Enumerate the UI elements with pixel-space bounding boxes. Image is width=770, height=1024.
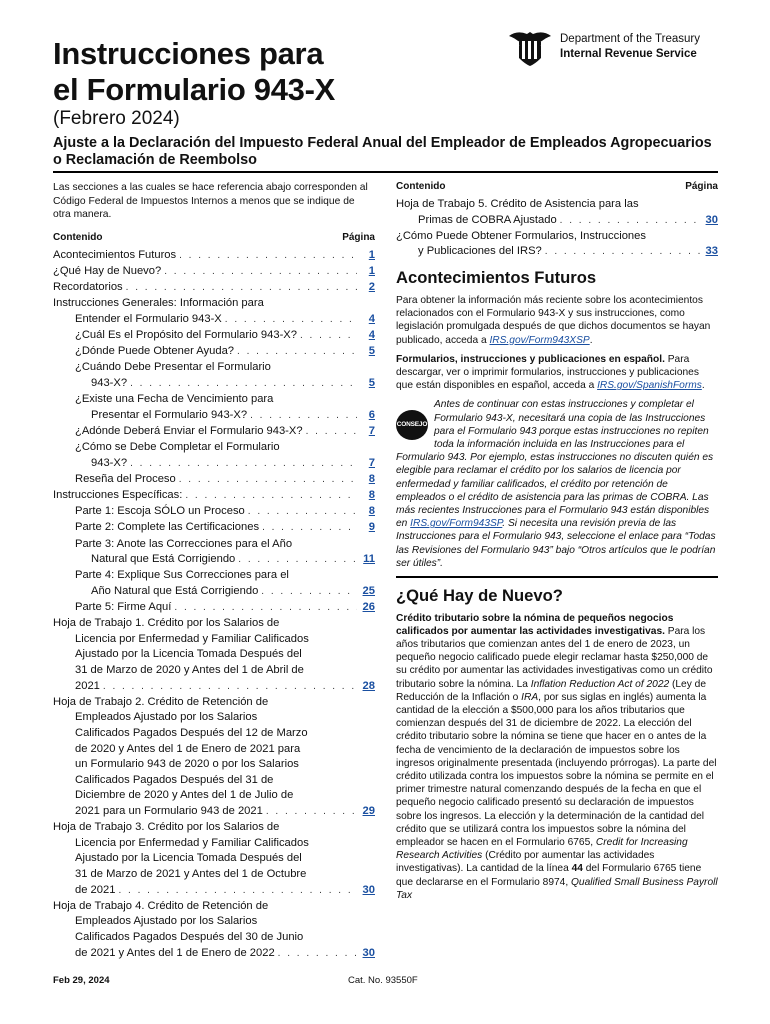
toc-leader-dots [225, 312, 357, 328]
header-rule [53, 171, 718, 173]
toc-item-text: ¿Cómo se Debe Completar el Formulario [75, 440, 280, 453]
toc-item-text: Acontecimientos Futuros [53, 248, 177, 261]
toc-leader-dots [545, 244, 700, 260]
toc-item-text: 31 de Marzo de 2021 y Antes del 1 de Octubre [75, 867, 307, 880]
toc-page-link[interactable]: 30 [362, 946, 375, 959]
toc-item[interactable] [53, 820, 375, 898]
toc-item-text: de 2021 [75, 883, 116, 896]
toc-item-text: ¿Cuál Es el Propósito del Formulario 943-X? [75, 328, 297, 341]
whats-new-paragraph: Crédito tributario sobre la nómina de pequeños negocios calificados por aumentar las actividades investigativas. Para los años tributarios que comienzan antes del 1 de enero de 2023, un pequeño negocio calificado puede elegir reclamar hasta $250,000 de su crédito por aumentar las actividades investigativas como un crédito tributario sobre la nómina. La Inflation Reduction Act of 2022 (Ley de Reducción de la Inflación o IRA, por sus siglas en inglés) aumenta la cantidad de la elección a $500,000 para los años tributarios que comienzan después del 31 de diciembre de 2022. La elección del crédito tributario sobre la nómina se tiene que hacer en o antes de la fecha de vencimiento de la declaración de impuestos sobre los ingresos originalmente presentada (incluyendo prórrogas). La parte del crédito utilizada contra los impuestos sobre la nómina se permite en el primer trimestre natural comenzando después de la fecha en que el pequeño negocio calificado presentó su declaración de impuestos sobre los ingresos. La elección y la determinación de la cantidad del crédito que se utilizará contra los impuestos sobre la nómina del empleador se hacen en el Formulario 6765, Credit for Increasing Research Activities (Crédito por aumentar las actividades investigativas). La cantidad de la línea 44 del Formulario 6765 tiene que declararse en el Formulario 8974, Qualified Small Business Payroll Tax [396, 612, 718, 901]
toc-leader-dots [179, 248, 357, 264]
toc-page-link[interactable]: 8 [368, 472, 375, 485]
toc-header: Contenido Página [53, 231, 375, 243]
intro-note: Las secciones a las cuales se hace referencia abajo corresponden al Código Federal de Impuestos Internos a menos que se indique de otra manera. [53, 182, 368, 220]
toc-item[interactable] [53, 248, 375, 264]
toc-leader-dots [237, 344, 357, 360]
agency-irs: Internal Revenue Service [560, 48, 697, 60]
toc-item-text: 943-X? [91, 456, 128, 469]
toc-item[interactable] [53, 280, 375, 296]
toc-item-text: Natural que Está Corrigiendo [91, 553, 236, 566]
toc-item-text: Instrucciones Específicas: [53, 488, 183, 501]
spanish-forms-paragraph: Formularios, instrucciones y publicaciones en español. Para descargar, ver o imprimir formularios, instrucciones y publicaciones que están disponibles en español, acceda a IRS.gov/SpanishForms. [396, 353, 705, 392]
toc-item-text: Empleados Ajustado por los Salarios [75, 915, 258, 928]
toc-item-text: ¿Adónde Deberá Enviar el Formulario 943-X? [75, 424, 303, 437]
toc-item-text: 2021 para un Formulario 943 de 2021 [75, 804, 263, 817]
toc-item-text: Empleados Ajustado por los Salarios [75, 711, 258, 724]
toc-page-link[interactable]: 1 [368, 264, 375, 277]
toc-leader-dots [238, 552, 357, 568]
toc-item[interactable] [53, 296, 375, 327]
toc-item-text: Año Natural que Está Corrigiendo [91, 584, 259, 597]
toc-item-text: ¿Dónde Puede Obtener Ayuda? [75, 345, 235, 358]
toc-item[interactable] [53, 695, 375, 820]
toc-item-text: Parte 5: Firme Aquí [75, 601, 172, 614]
toc-item[interactable] [53, 392, 375, 423]
agency-department: Department of the Treasury [560, 33, 700, 45]
toc-item-text: Primas de COBRA Ajustado [418, 213, 557, 226]
toc-item-text: de 2020 y Antes del 1 de Enero de 2021 para [75, 742, 301, 755]
toc-item-text: Entender el Formulario 943-X [75, 312, 222, 325]
section-title-future: Acontecimientos Futuros [396, 267, 597, 287]
toc-item[interactable] [53, 616, 375, 694]
toc-page-link[interactable]: 4 [368, 312, 375, 325]
section-title-whats-new: ¿Qué Hay de Nuevo? [396, 585, 563, 605]
toc-page-link[interactable]: 30 [362, 883, 375, 896]
toc-leader-dots [250, 408, 357, 424]
revision-date: (Febrero 2024) [53, 108, 180, 129]
toc-item[interactable] [53, 424, 375, 440]
toc-item-text: Presentar el Formulario 943-X? [91, 408, 248, 421]
toc-item[interactable] [53, 568, 375, 599]
toc-item-text: Parte 3: Anote las Correcciones para el Año [75, 537, 293, 550]
toc-leader-dots [262, 520, 357, 536]
toc-item-text: Ajustado por la Licencia Tomada Después del [75, 852, 302, 865]
toc-page-link[interactable]: 26 [362, 601, 375, 614]
toc-item[interactable] [396, 197, 718, 228]
toc-item[interactable] [53, 600, 375, 616]
toc-leader-dots [126, 280, 357, 296]
toc-item-text: ¿Qué Hay de Nuevo? [53, 264, 162, 277]
toc-page-link[interactable]: 6 [368, 408, 375, 421]
toc-item-text: Parte 4: Explique Sus Correcciones para el [75, 569, 289, 582]
toc-item-text: Calificados Pagados Después del 31 de [75, 773, 274, 786]
right-column [396, 181, 718, 908]
form-description: Ajuste a la Declaración del Impuesto Federal Anual del Empleador de Empleados Agropecuarios o Reclamación de Reembolso [53, 135, 712, 168]
toc-item-text: Hoja de Trabajo 4. Crédito de Retención de [53, 899, 269, 912]
toc-leader-dots [179, 472, 357, 488]
toc-item[interactable] [53, 344, 375, 360]
left-column [53, 181, 375, 962]
spanish-forms-link[interactable]: IRS.gov/SpanishForms [597, 380, 702, 392]
toc-leader-dots [560, 213, 700, 229]
toc-page-link[interactable]: 5 [368, 345, 375, 358]
footer-cat-number: Cat. No. 93550F [348, 975, 418, 986]
section-rule [396, 576, 718, 578]
toc-item[interactable] [53, 440, 375, 471]
toc-page-link[interactable]: 25 [362, 584, 375, 597]
toc-item-text: y Publicaciones del IRS? [418, 245, 542, 258]
toc-item[interactable] [53, 520, 375, 536]
toc-item-text: Parte 2: Complete las Certificaciones [75, 521, 260, 534]
toc-item-text: Hoja de Trabajo 5. Crédito de Asistencia para las [396, 198, 639, 210]
toc-leader-dots [118, 883, 357, 899]
toc-page-link[interactable]: 28 [362, 679, 375, 692]
toc-page-link[interactable]: 8 [368, 505, 375, 518]
toc-leader-dots [248, 504, 357, 520]
toc-leader-dots [130, 376, 357, 392]
toc-item[interactable] [396, 229, 718, 260]
toc-item[interactable] [53, 472, 375, 488]
toc-item-text: un Formulario 943 de 2020 o por los Salarios [75, 758, 299, 771]
toc-page-link[interactable]: 7 [368, 456, 375, 469]
toc-page-link[interactable]: 2 [368, 280, 375, 293]
footer-date: Feb 29, 2024 [53, 975, 110, 986]
toc-leader-dots [103, 679, 357, 695]
toc-leader-dots [278, 946, 357, 962]
toc-leader-dots [266, 804, 357, 820]
toc-page-link[interactable]: 1 [368, 248, 375, 261]
toc-item-text: Hoja de Trabajo 1. Crédito por los Salarios de [53, 617, 280, 630]
toc-item[interactable] [53, 328, 375, 344]
future-paragraph: Para obtener la información más reciente sobre los acontecimientos relacionados con el Formulario 943-X y sus instrucciones, como legislación promulgada después de que dichos documentos se hayan publicado, acceda a IRS.gov/Form943XSP. [396, 294, 711, 346]
toc-leader-dots [130, 456, 357, 472]
toc-page-link[interactable]: 30 [705, 213, 718, 226]
toc-page-link[interactable]: 5 [368, 376, 375, 389]
toc-page-link[interactable]: 33 [705, 245, 718, 258]
toc-item-text: Hoja de Trabajo 3. Crédito por los Salarios de [53, 821, 280, 834]
toc-item-text: de 2021 y Antes del 1 de Enero de 2022 [75, 946, 275, 959]
toc-item-text: Licencia por Enfermedad y Familiar Calificados [75, 836, 309, 849]
toc-item-text: ¿Cuándo Debe Presentar el Formulario [75, 361, 271, 374]
toc-list-left [53, 248, 375, 962]
toc-item[interactable] [53, 537, 375, 568]
toc-item-text: Hoja de Trabajo 2. Crédito de Retención de [53, 695, 269, 708]
toc-item-text: Diciembre de 2020 y Antes del 1 de Julio de [75, 789, 294, 802]
toc-page-link[interactable]: 4 [368, 328, 375, 341]
toc-leader-dots [164, 264, 357, 280]
toc-item-text: ¿Existe una Fecha de Vencimiento para [75, 393, 274, 405]
toc-leader-dots [300, 328, 357, 344]
toc-page-link[interactable]: 9 [368, 521, 375, 534]
toc-item-text: 31 de Marzo de 2020 y Antes del 1 de Abril de [75, 664, 304, 677]
toc-leader-dots [185, 488, 357, 504]
toc-leader-dots [306, 424, 357, 440]
toc-item-text: Recordatorios [53, 280, 123, 293]
agency-block [505, 28, 720, 72]
toc-item-text: 2021 [75, 679, 100, 692]
toc-item-text: Licencia por Enfermedad y Familiar Calificados [75, 632, 309, 645]
toc-header-right: Contenido Página [396, 181, 718, 192]
toc-item[interactable] [53, 488, 375, 504]
toc-item-text: Reseña del Proceso [75, 472, 176, 485]
toc-item[interactable] [53, 504, 375, 520]
toc-leader-dots [174, 600, 357, 616]
page-title: Instrucciones para el Formulario 943-X [53, 36, 336, 107]
toc-item-text: Instrucciones Generales: Información para [53, 297, 264, 310]
toc-item-text: Ajustado por la Licencia Tomada Después del [75, 648, 302, 661]
toc-item[interactable] [53, 264, 375, 280]
toc-page-link[interactable]: 7 [368, 424, 375, 437]
toc-page-link[interactable]: 11 [363, 553, 375, 566]
toc-leader-dots [261, 584, 357, 600]
form943xsp-link[interactable]: IRS.gov/Form943XSP [489, 334, 590, 346]
toc-item[interactable] [53, 360, 375, 391]
toc-item-text: Calificados Pagados Después del 30 de Junio [75, 930, 304, 943]
toc-item-text: Calificados Pagados Después del 12 de Marzo [75, 727, 308, 739]
toc-item-text: Parte 1: Escoja SÓLO un Proceso [75, 505, 245, 518]
toc-list-right [396, 197, 718, 260]
toc-item-text: 943-X? [91, 376, 128, 389]
toc-page-link[interactable]: 29 [362, 804, 375, 817]
toc-page-link[interactable]: 8 [368, 488, 375, 501]
form943sp-link[interactable]: IRS.gov/Form943SP [410, 518, 503, 530]
toc-item-text: ¿Cómo Puede Obtener Formularios, Instrucciones [396, 229, 646, 242]
tip-box: CONSEJO Antes de continuar con estas instrucciones y completar el Formulario 943-X, necesitará una copia de las Instrucciones para el Formulario 943 porque estas instrucciones no repiten toda la información incluida en las Instrucciones para el Formulario 943. Por ejemplo, estas instrucciones no discuten quién es elegible para reclamar el crédito por los salarios de licencia por enfermedad y familiar calificados, el crédito por retención de empleados o el crédito de asistencia para las primas de COBRA. Las más recientes Instrucciones para el Formulario 943 están disponibles en IRS.gov/Form943SP. Si necesita una revisión previa de las Instrucciones para el Formulario 943, seleccione el enlace para “Todas las Revisiones del Formulario 943” bajo “Otros artículos que le podrían ser útiles”. [396, 399, 716, 569]
toc-item[interactable] [53, 899, 375, 961]
irs-eagle-logo-icon [505, 28, 555, 68]
tip-consejo-icon: CONSEJO [396, 410, 428, 440]
